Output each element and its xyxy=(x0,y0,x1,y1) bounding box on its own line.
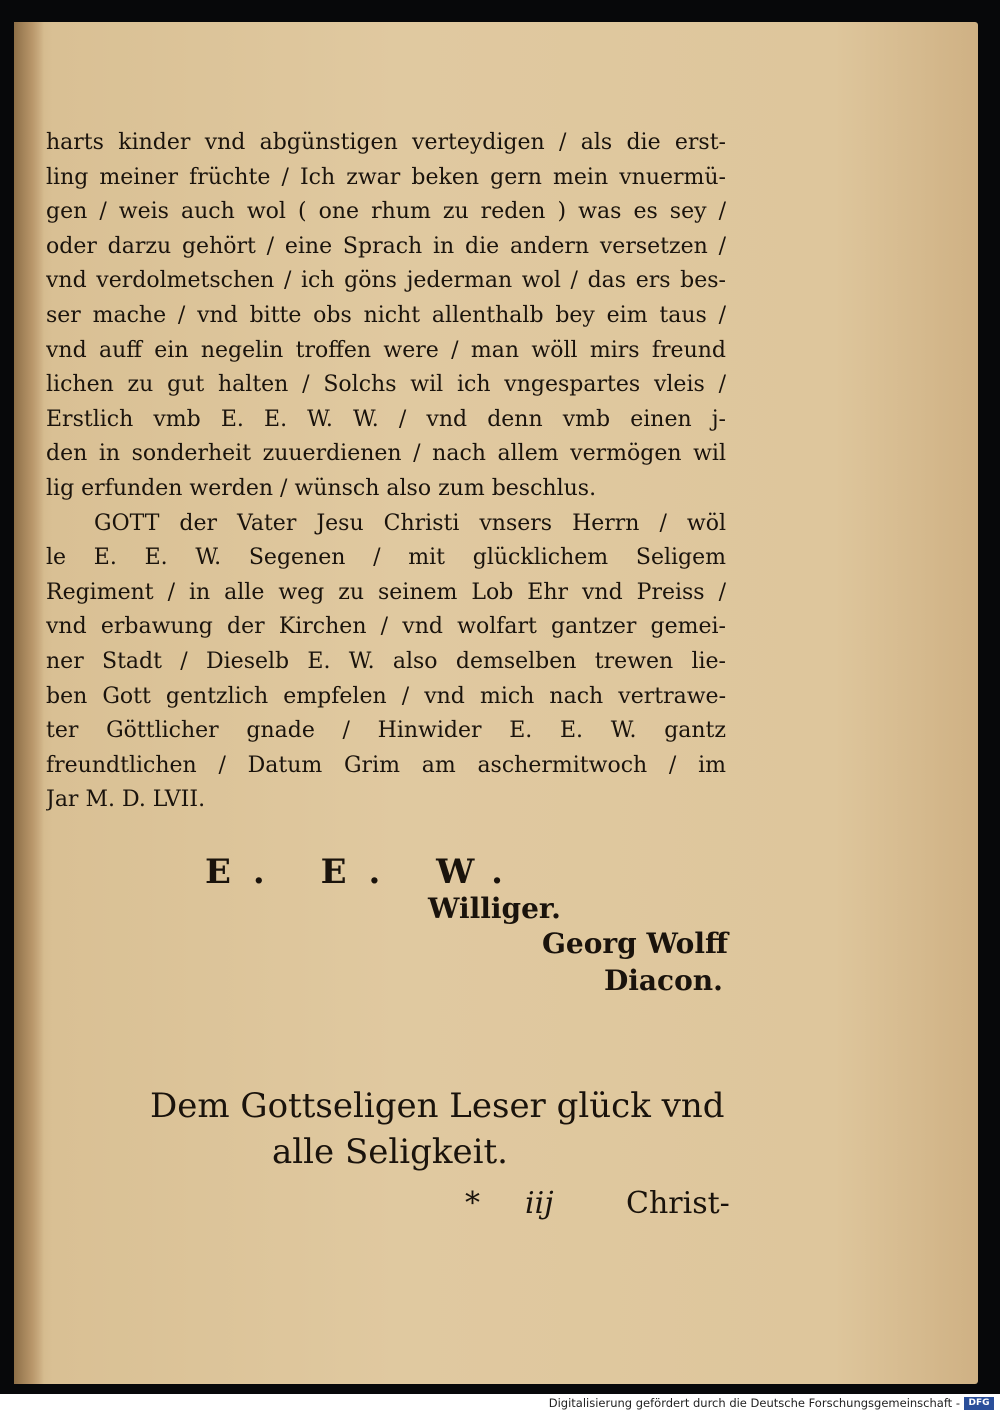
text-line: GOTT der Vater Jesu Christi vnsers Herrn / wöl xyxy=(94,510,726,536)
text-line: freundtlichen / Datum Grim am aschermitwoch / im xyxy=(46,752,726,778)
text-line: gen / weis auch wol ( one rhum zu reden ) was es sey / xyxy=(46,199,726,225)
footer-credit: Digitalisierung gefördert durch die Deutsche Forschungsgemeinschaft - xyxy=(548,1396,960,1410)
text-line: oder darzu gehört / eine Sprach in die andern versetzen / xyxy=(46,233,726,259)
text-line: ben Gott gentzlich empfelen / vnd mich nach vertrawe- xyxy=(46,683,726,709)
text-line: Regiment / in alle weg zu seinem Lob Ehr vnd Preiss / xyxy=(46,579,726,605)
text-line: le E. E. W. Segenen / mit glücklichem Seligem xyxy=(46,545,726,571)
text-line: ner Stadt / Dieselb E. W. also demselben trewen lie- xyxy=(46,648,726,674)
text-line: vnd verdolmetschen / ich göns jederman wol / das ers bes- xyxy=(46,268,726,294)
text-line: ling meiner früchte / Ich zwar beken gern mein vnuermü- xyxy=(46,164,726,190)
text-line: den in sonderheit zuuerdienen / nach allem vermögen wil xyxy=(46,441,726,467)
signature-mark: * xyxy=(465,1186,480,1221)
signature-willing: Williger. xyxy=(428,892,561,925)
page-gutter-shadow xyxy=(14,22,44,1384)
dfg-logo: DFG xyxy=(964,1397,994,1410)
catchword: Christ- xyxy=(626,1186,730,1221)
text-line: ter Göttlicher gnade / Hinwider E. E. W. gantz xyxy=(46,718,726,744)
section-heading-line-2: alle Seligkeit. xyxy=(272,1132,508,1172)
signature-name: Georg Wolff xyxy=(542,927,728,960)
folio-number: iij xyxy=(525,1186,554,1221)
text-line: Jar M. D. LVII. xyxy=(46,787,206,813)
text-line: harts kinder vnd abgünstigen verteydigen / als die erst- xyxy=(46,130,726,155)
signature-title: Diacon. xyxy=(604,964,723,997)
digitization-footer xyxy=(0,1394,1000,1414)
text-line: lig erfunden werden / wünsch also zum beschlus. xyxy=(46,475,597,501)
section-heading-line-1: Dem Gottseligen Leser glück vnd xyxy=(150,1086,725,1126)
text-line: Erstlich vmb E. E. W. W. / vnd denn vmb einen j- xyxy=(46,406,726,432)
text-line: lichen zu gut halten / Solchs wil ich vngespartes vleis / xyxy=(46,372,726,398)
signature-abbreviation: E. E. W. xyxy=(205,852,525,892)
text-line: vnd erbawung der Kirchen / vnd wolfart gantzer gemei- xyxy=(46,614,726,640)
text-line: vnd auff ein negelin troffen were / man wöll mirs freund xyxy=(46,337,726,363)
body-text xyxy=(46,126,726,818)
text-line: ser mache / vnd bitte obs nicht allenthalb bey eim taus / xyxy=(46,302,726,328)
